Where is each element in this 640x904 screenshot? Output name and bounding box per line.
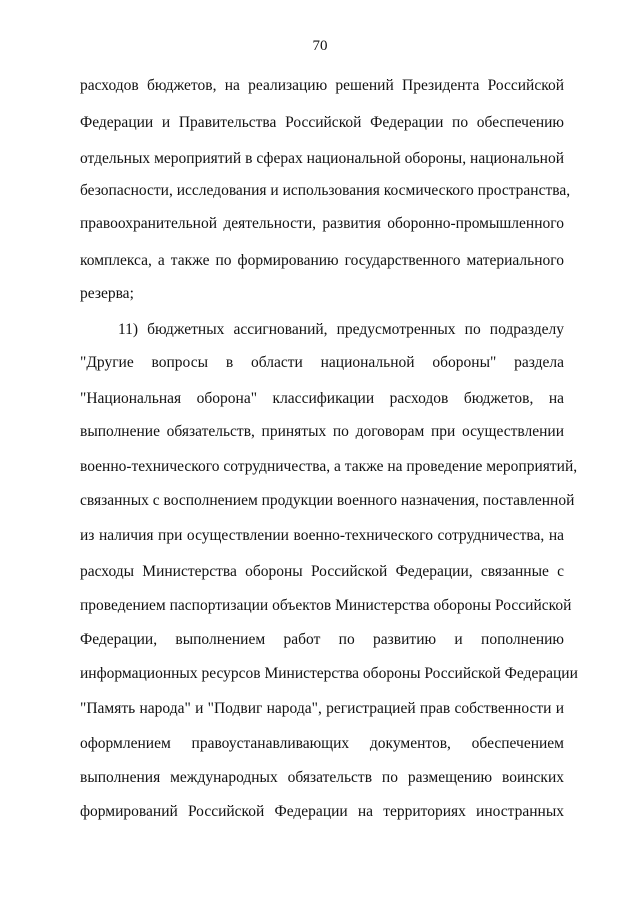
text-line: отдельных мероприятий в сферах национальной обороны, национальной	[80, 150, 564, 167]
text-line: 11) бюджетных ассигнований, предусмотренных по подразделу	[118, 321, 564, 338]
page-number: 70	[312, 38, 328, 54]
text-line: "Другие вопросы в области национальной обороны" раздела	[80, 354, 564, 371]
text-line: резерва;	[80, 285, 134, 302]
text-line: "Память народа" и "Подвиг народа", регистрацией прав собственности и	[80, 700, 564, 717]
text-line: безопасности, исследования и использования космического пространства,	[80, 182, 571, 199]
text-line: оформлением правоустанавливающих документов, обеспечением	[80, 735, 564, 752]
text-line: из наличия при осуществлении военно-технического сотрудничества, на	[80, 527, 564, 544]
text-line: "Национальная оборона" классификации расходов бюджетов, на	[80, 390, 564, 407]
text-line: военно-технического сотрудничества, а также на проведение мероприятий,	[80, 458, 578, 475]
text-line: расходы Министерства обороны Российской Федерации, связанные с	[80, 563, 564, 580]
text-line: формирований Российской Федерации на территориях иностранных	[80, 803, 564, 820]
text-line: проведением паспортизации объектов Министерства обороны Российской	[80, 597, 572, 614]
text-line: выполнение обязательств, принятых по договорам при осуществлении	[80, 423, 564, 440]
text-line: правоохранительной деятельности, развития оборонно-промышленного	[80, 215, 564, 232]
text-line: Федерации и Правительства Российской Федерации по обеспечению	[80, 114, 564, 131]
text-line: комплекса, а также по формированию государственного материального	[80, 252, 564, 269]
text-line: связанных с восполнением продукции военного назначения, поставленной	[80, 492, 575, 509]
text-line: выполнения международных обязательств по размещению воинских	[80, 769, 564, 786]
text-line: информационных ресурсов Министерства обороны Российской Федерации	[80, 665, 578, 682]
text-line: Федерации, выполнением работ по развитию и пополнению	[80, 631, 564, 648]
text-line: расходов бюджетов, на реализацию решений Президента Российской	[80, 77, 564, 94]
